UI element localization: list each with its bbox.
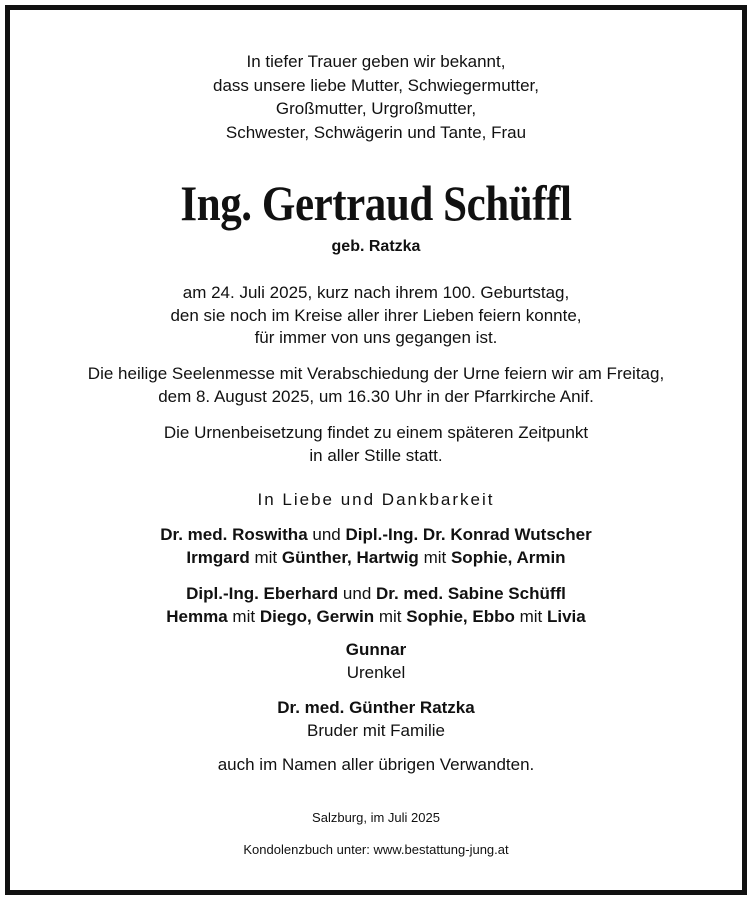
family-member: Dipl.-Ing. Dr. Konrad Wutscher: [345, 525, 592, 544]
obituary-frame: [5, 5, 747, 895]
family-member: Irmgard: [186, 548, 250, 567]
conjunction: mit: [254, 548, 278, 567]
intro-text: [10, 50, 742, 144]
family-line: [10, 605, 742, 628]
maiden-name: geb. Ratzka: [331, 238, 421, 255]
conjunction: mit: [232, 607, 256, 626]
mass-line: dem 8. August 2025, um 16.30 Uhr in der Pfarrkirche Anif.: [158, 386, 594, 406]
intro-line: Großmutter, Urgroßmutter,: [275, 99, 477, 118]
death-line: für immer von uns gegangen ist.: [254, 328, 498, 347]
family-member: Hemma: [166, 607, 228, 626]
urn-notice: [10, 422, 742, 467]
conjunction: mit: [423, 548, 447, 567]
conjunction: und: [312, 525, 341, 544]
family-member: Diego, Gerwin: [259, 607, 375, 626]
mass-notice: [10, 363, 742, 408]
urn-line: Die Urnenbeisetzung findet zu einem späteren Zeitpunkt: [163, 423, 589, 442]
conjunction: mit: [519, 607, 543, 626]
conjunction: mit: [378, 607, 402, 626]
death-line: am 24. Juli 2025, kurz nach ihrem 100. Geburtstag,: [182, 283, 570, 302]
urn-line: in aller Stille statt.: [309, 445, 443, 465]
family-member: Gunnar: [345, 640, 407, 659]
family-group: [10, 696, 742, 742]
family-line: [10, 523, 742, 546]
intro-line: dass unsere liebe Mutter, Schwiegermutter,: [213, 75, 539, 95]
family-member: Sophie, Ebbo: [406, 607, 515, 626]
family-role: Urenkel: [346, 663, 406, 682]
family-member: Livia: [547, 607, 586, 626]
thanks-line: In Liebe und Dankbarkeit: [257, 490, 495, 509]
mass-line: Die heilige Seelenmesse mit Verabschiedung der Urne feiern wir am Freitag,: [87, 364, 665, 383]
family-member: Günther, Hartwig: [281, 548, 419, 567]
place-date: Salzburg, im Juli 2025: [312, 810, 440, 825]
deceased-name: Ing. Gertraud Schüffl: [180, 175, 572, 231]
family-member: Sophie, Armin: [450, 548, 566, 567]
intro-line: In tiefer Trauer geben wir bekannt,: [246, 52, 506, 71]
intro-line: Schwester, Schwägerin und Tante, Frau: [225, 122, 527, 142]
conjunction: und: [342, 584, 372, 603]
family-member: Dr. med. Sabine Schüffl: [376, 584, 566, 603]
family-member: Dr. med. Roswitha: [160, 525, 308, 544]
family-group: [10, 582, 742, 628]
family-member: Dipl.-Ing. Eberhard: [186, 584, 339, 603]
family-line: [10, 582, 742, 605]
family-group: [10, 523, 742, 569]
family-role: Bruder mit Familie: [307, 721, 445, 740]
family-member: Dr. med. Günther Ratzka: [277, 698, 475, 717]
family-line: [10, 546, 742, 569]
family-group: [10, 638, 742, 684]
also-relatives: auch im Namen aller übrigen Verwandten.: [217, 755, 535, 774]
death-notice: [10, 282, 742, 350]
condolence-book: Kondolenzbuch unter: www.bestattung-jung.at: [243, 842, 509, 857]
death-line: den sie noch im Kreise aller ihrer Lieben feiern konnte,: [170, 305, 582, 325]
